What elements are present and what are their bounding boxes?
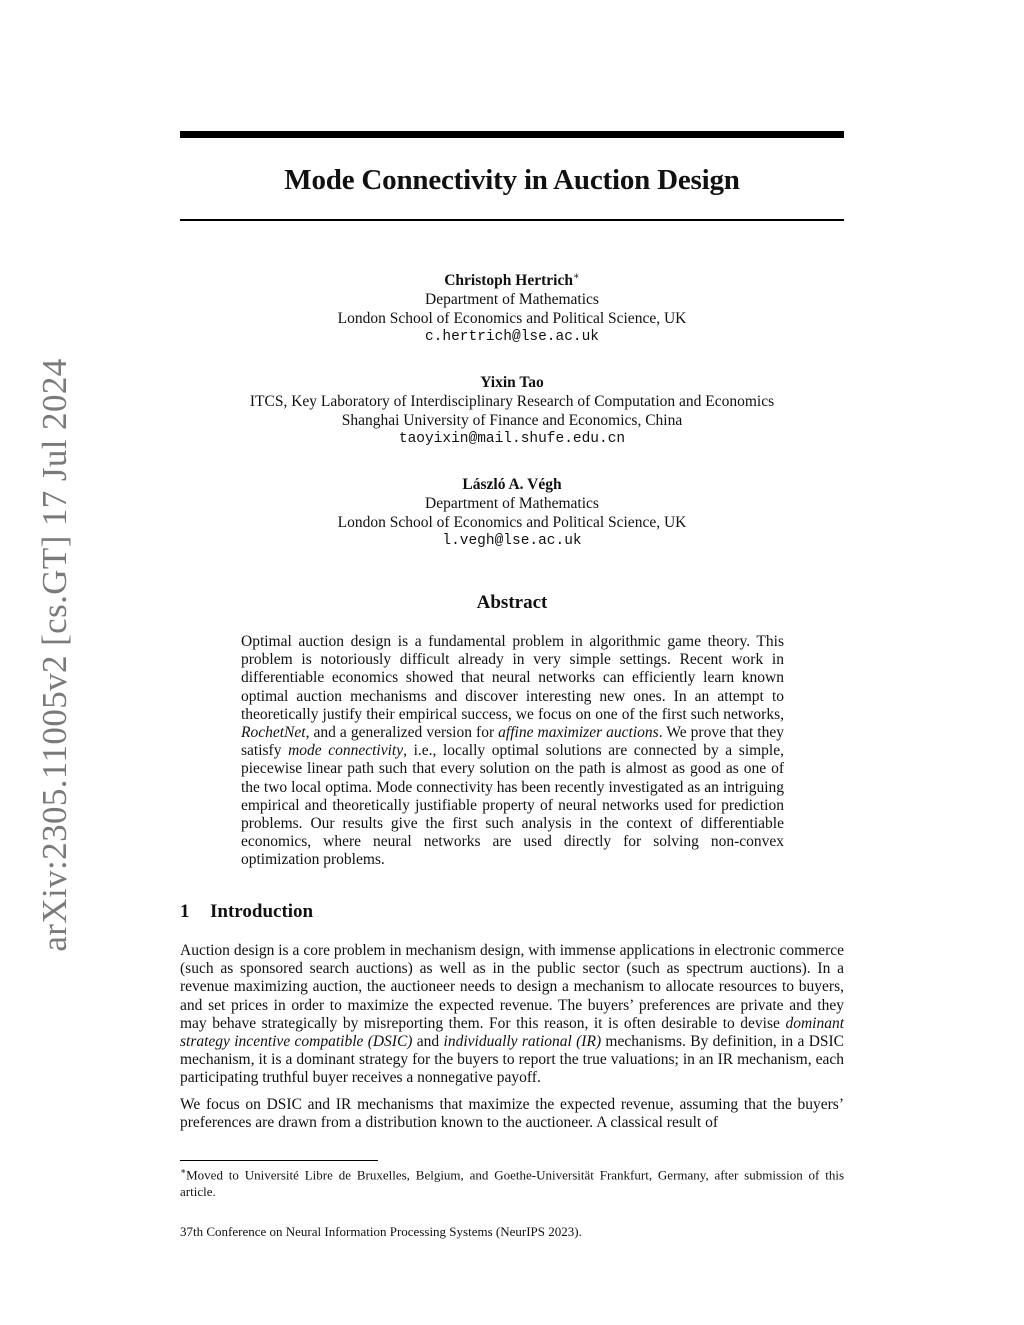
- author-department: Department of Mathematics: [425, 291, 599, 309]
- footnote-marker: ∗: [572, 271, 580, 282]
- author-affiliation: London School of Economics and Political Science, UK: [337, 310, 687, 328]
- author-entry: [180, 267, 844, 347]
- author-email: c.hertrich@lse.ac.uk: [424, 329, 600, 346]
- author-block: [180, 267, 844, 577]
- footnote-rule: [180, 1160, 378, 1161]
- arxiv-identifier: arXiv:2305.11005v2 [cs.GT] 17 Jul 2024: [35, 358, 74, 952]
- abstract-heading: Abstract: [476, 592, 548, 613]
- author-entry: [180, 475, 844, 551]
- paper-title: Mode Connectivity in Auction Design: [284, 164, 740, 196]
- footnote: ∗Moved to Université Libre de Bruxelles, Belgium, and Goethe-Universität Frankfurt, Germany, after submission of this article.: [180, 1166, 844, 1199]
- author-affiliation: London School of Economics and Political Science, UK: [337, 514, 687, 532]
- author-name: László A. Végh: [462, 476, 562, 494]
- author-email: taoyixin@mail.shufe.edu.cn: [398, 431, 626, 448]
- section-heading-introduction: [180, 901, 313, 923]
- section-title: Introduction: [210, 901, 314, 922]
- author-name: Christoph Hertrich∗: [444, 271, 580, 290]
- paragraph: We focus on DSIC and IR mechanisms that maximize the expected revenue, assuming that the buyers’ preferences are drawn from a distribution known to the auctioneer. A classical result of: [180, 1095, 844, 1131]
- author-name: Yixin Tao: [480, 374, 544, 392]
- author-entry: [180, 373, 844, 449]
- venue-footer: 37th Conference on Neural Information Processing Systems (NeurIPS 2023).: [180, 1224, 582, 1239]
- author-affiliation: Shanghai University of Finance and Economics, China: [341, 412, 683, 430]
- author-email: l.vegh@lse.ac.uk: [442, 533, 582, 550]
- paragraph: Auction design is a core problem in mechanism design, with immense applications in electronic commerce (such as sponsored search auctions) as well as in the public sector (such as spectrum auctions). In a revenue maximizing auction, the auctioneer needs to design a mechanism to allocate resources to buyers, and set prices in order to maximize the expected revenue. The buyers’ preferences are private and they may behave strategically by misreporting them. For this reason, it is often desirable to devise dominant strategy incentive compatible (DSIC) and individually rational (IR) mechanisms. By definition, in a DSIC mechanism, it is a dominant strategy for the buyers to report the true valuations; in an IR mechanism, each participating truthful buyer receives a nonnegative payoff.: [180, 942, 845, 1087]
- title-top-rule: [180, 131, 844, 138]
- introduction-body: [180, 942, 844, 1140]
- author-department: Department of Mathematics: [425, 495, 599, 513]
- footnote-marker: ∗: [180, 1166, 187, 1176]
- author-department: ITCS, Key Laboratory of Interdisciplinary Research of Computation and Economics: [249, 393, 775, 411]
- title-bottom-rule: [180, 219, 844, 221]
- abstract-text: Optimal auction design is a fundamental problem in algorithmic game theory. This problem is notoriously difficult already in very simple settings. Recent work in differentiable economics showed that neural networks can efficiently learn known optimal auction mechanisms and discover interesting new ones. In an attempt to theoretically justify their empirical success, we focus on one of the first such networks, RochetNet, and a generalized version for affine maximizer auctions. We prove that they satisfy mode connectivity, i.e., locally optimal solutions are connected by a simple, piecewise linear path such that every solution on the path is almost as good as one of the two local optima. Mode connectivity has been recently investigated as an intriguing empirical and theoretically justifiable property of neural networks used for prediction problems. Our results give the first such analysis in the context of differentiable economics, where neural networks are used directly for solving non-convex optimization problems.: [241, 633, 784, 869]
- section-number: 1: [180, 901, 190, 922]
